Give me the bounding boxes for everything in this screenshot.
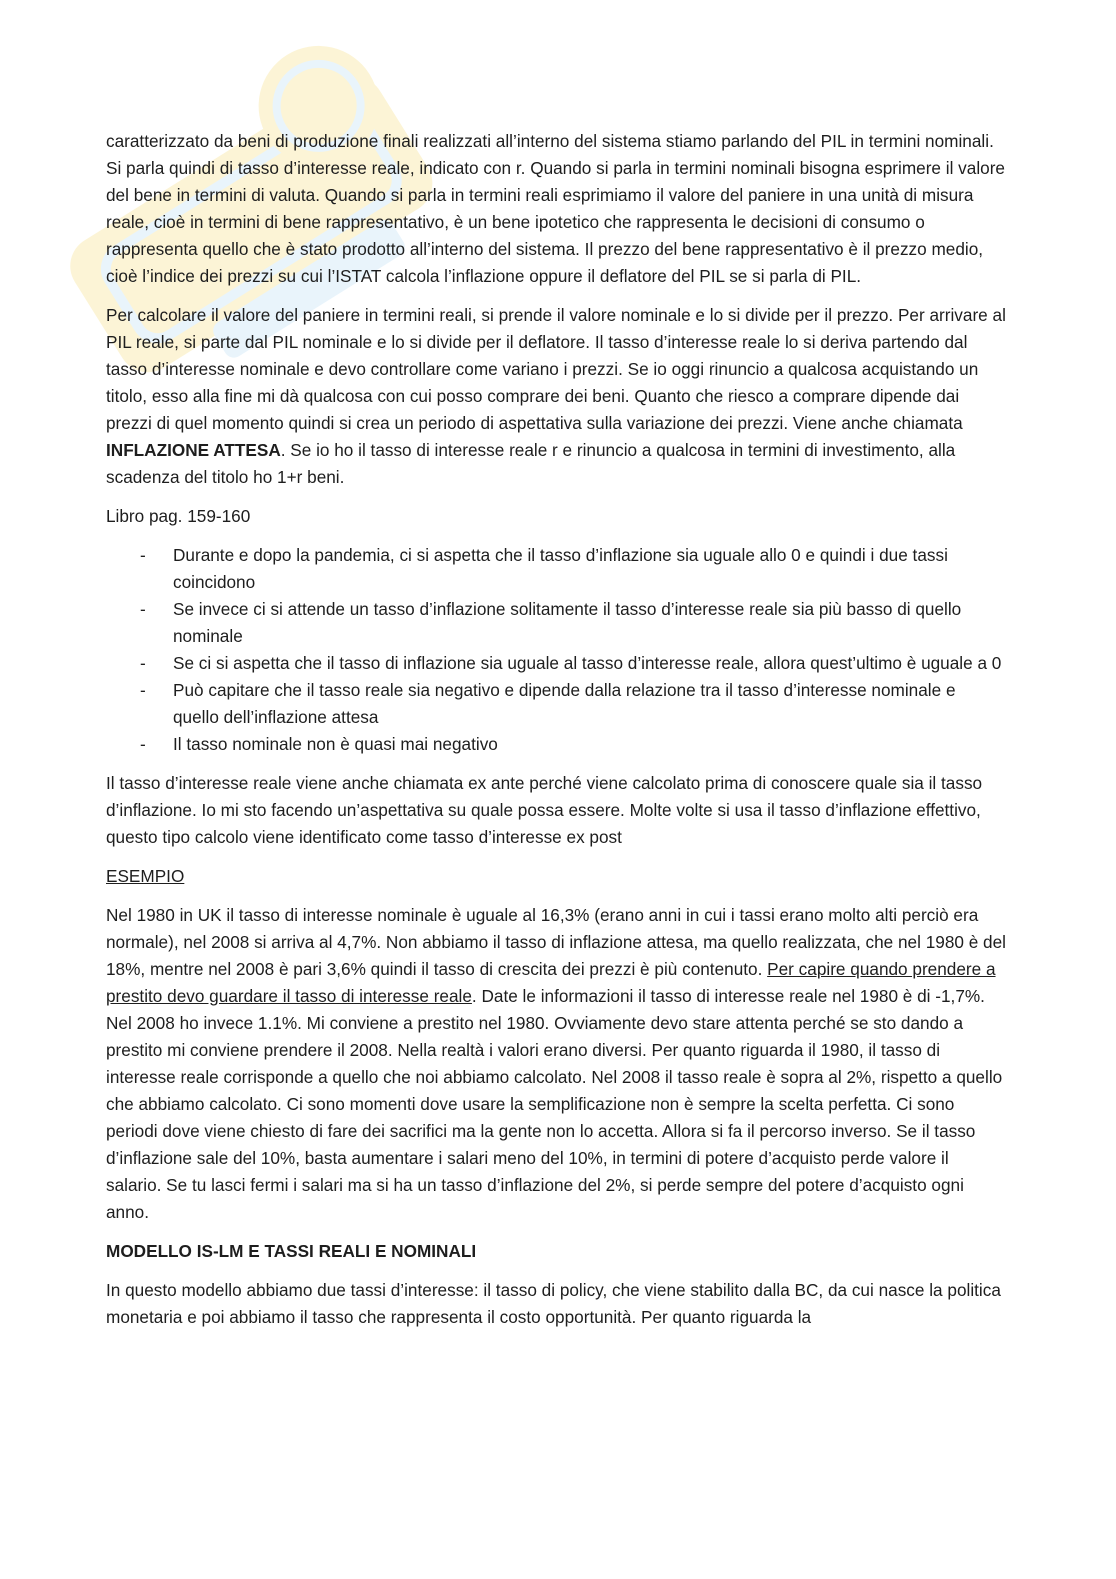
- paragraph-valore-reale-end: . Se io ho il tasso di interesse reale r e rinuncio a qualcosa in termini di investimento, alla scadenza del titolo ho 1+r beni.: [106, 440, 956, 487]
- list-item: - Il tasso nominale non è quasi mai negativo: [106, 731, 1006, 758]
- list-item: - Se ci si aspetta che il tasso di inflazione sia uguale al tasso d’interesse reale, allora quest’ultimo è uguale a 0: [106, 650, 1006, 677]
- paragraph-pil-nominale: caratterizzato da beni di produzione finali realizzati all’interno del sistema stiamo parlando del PIL in termini nominali. Si parla quindi di tasso d’interesse reale, indicato con r. Quando si parla in termini nominali bisogna esprimere il valore del bene in termini di valuta. Quando si parla in termini reali esprimiamo il valore del paniere in una unità di misura reale, cioè in termini di bene rappresentativo, è un bene ipotetico che rappresenta le decisioni di consumo o rappresenta quello che è stato prodotto all’interno del sistema. Il prezzo del bene rappresentativo è il prezzo medio, cioè l’indice dei prezzi su cui l’ISTAT calcola l’inflazione oppure il deflatore del PIL se si parla di PIL.: [106, 131, 1005, 286]
- paragraph-is-lm: In questo modello abbiamo due tassi d’interesse: il tasso di policy, che viene stabilito dalla BC, da cui nasce la politica monetaria e poi abbiamo il tasso che rappresenta il costo opportunità. Per quanto riguarda la: [106, 1280, 1001, 1327]
- paragraph-esempio-end: . Date le informazioni il tasso di interesse reale nel 1980 è di -1,7%. Nel 2008 ho invece 1.1%. Mi conviene a prestito nel 1980. Ovviamente devo stare attenta perché se sto dando a prestito mi conviene prendere il 2008. Nella realtà i valori erano diversi. Per quanto riguarda il 1980, il tasso di interesse reale corrisponde a quello che noi abbiamo calcolato. Nel 2008 il tasso reale è sopra al 2%, rispetto a quello che abbiamo calcolato. Ci sono momenti dove usare la semplificazione non è sempre la scelta perfetta. Ci sono periodi dove viene chiesto di fare dei sacrifici ma la gente non lo accetta. Allora si fa il percorso inverso. Se il tasso d’inflazione sale del 10%, basta aumentare i salari meno del 10%, in termini di potere d’acquisto perde valore il salario. Se tu lasci fermi i salari ma si ha un tasso d’inflazione del 2%, si perde sempre del potere d’acquisto ogni anno.: [106, 986, 1003, 1222]
- list-item: - Se invece ci si attende un tasso d’inflazione solitamente il tasso d’interesse reale sia più basso di quello nominale: [106, 596, 1006, 650]
- paragraph-valore-reale: [106, 302, 1006, 491]
- book-reference: Libro pag. 159-160: [106, 506, 251, 526]
- section-heading-is-lm: MODELLO IS-LM E TASSI REALI E NOMINALI: [106, 1241, 477, 1261]
- list-item: - Può capitare che il tasso reale sia negativo e dipende dalla relazione tra il tasso d’interesse nominale e quello dell’inflazione attesa: [106, 677, 1006, 731]
- paragraph-valore-reale-text: Per calcolare il valore del paniere in termini reali, si prende il valore nominale e lo si divide per il prezzo. Per arrivare al PIL reale, si parte dal PIL nominale e lo si divide per il deflatore. Il tasso d’interesse reale lo si deriva partendo dal tasso d’interesse nominale e devo controllare come variano i prezzi. Se io oggi rinuncio a qualcosa acquistando un titolo, esso alla fine mi dà qualcosa con cui posso comprare dei beni. Quanto che riesco a comprare dipende dai prezzi di quel momento quindi si crea un periodo di aspettativa sulla variazione dei prezzi. Viene anche chiamata: [106, 305, 1006, 433]
- paragraph-esempio-uk: [106, 902, 1006, 1226]
- paragraph-esempio-text: Nel 1980 in UK il tasso di interesse nominale è uguale al 16,3% (erano anni in cui i tassi erano molto alti perciò era normale), nel 2008 si arriva al 4,7%. Non abbiamo il tasso di inflazione attesa, ma quello realizzata, che nel 1980 è del 18%, mentre nel 2008 è pari 3,6% quindi il tasso di crescita dei prezzi è più contenuto.: [106, 905, 1006, 979]
- bullet-list: [106, 542, 1006, 758]
- paragraph-ex-ante: Il tasso d’interesse reale viene anche chiamata ex ante perché viene calcolato prima di conoscere quale sia il tasso d’inflazione. Io mi sto facendo un’aspettativa su quale possa essere. Molte volte si usa il tasso d’inflazione effettivo, questo tipo calcolo viene identificato come tasso d’interesse ex post: [106, 773, 983, 847]
- underlined-prestito: Per capire quando prendere a prestito devo guardare il tasso di interesse reale: [106, 959, 996, 1006]
- document-body: [106, 128, 1006, 1343]
- bold-inflazione-attesa: INFLAZIONE ATTESA: [106, 440, 281, 460]
- list-item: - Durante e dopo la pandemia, ci si aspetta che il tasso d’inflazione sia uguale allo 0 e quindi i due tassi coincidono: [106, 542, 1006, 596]
- example-heading: ESEMPIO: [106, 866, 185, 886]
